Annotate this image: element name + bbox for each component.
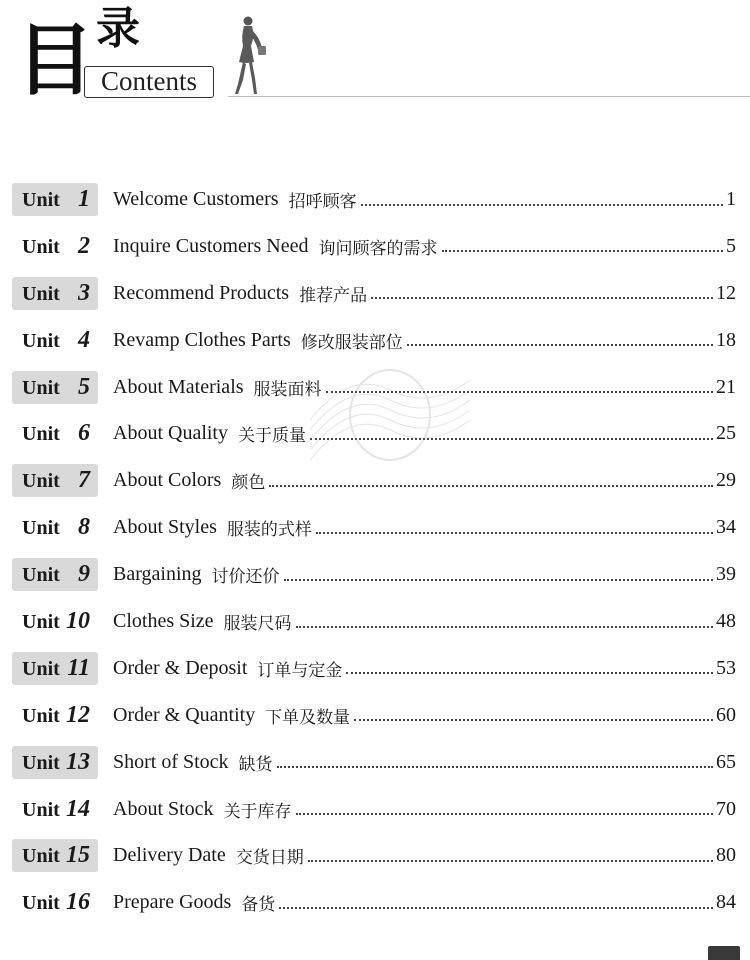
contents-subtitle-box — [84, 66, 214, 98]
unit-label: Unit — [22, 282, 60, 305]
entry-title-chinese: 修改服装部位 — [300, 332, 403, 353]
entry-title-chinese: 服装面料 — [253, 379, 322, 400]
title-character-lu: 录 — [96, 3, 140, 54]
toc-entry — [113, 699, 736, 732]
toc-entry — [113, 230, 736, 263]
dot-leader — [296, 626, 713, 628]
entry-title-english: Bargaining — [113, 563, 202, 586]
unit-tab — [12, 464, 98, 497]
dot-leader — [346, 672, 713, 674]
toc-row[interactable] — [0, 645, 750, 692]
unit-tab — [12, 511, 98, 544]
entry-title-chinese: 备货 — [241, 895, 276, 916]
entry-title-chinese: 关于质量 — [238, 426, 306, 447]
unit-number: 11 — [67, 654, 90, 681]
unit-label: Unit — [22, 517, 60, 540]
entry-title-chinese: 颜色 — [231, 473, 266, 494]
unit-number: 13 — [66, 748, 90, 775]
unit-tab — [12, 839, 98, 872]
contents-subtitle: Contents — [100, 66, 197, 96]
toc-entry — [113, 652, 736, 685]
page-number: 25 — [716, 422, 736, 445]
entry-title-chinese: 交货日期 — [235, 848, 304, 869]
dot-leader — [407, 344, 713, 346]
unit-tab — [12, 183, 98, 216]
page-number: 48 — [716, 610, 736, 633]
toc-row[interactable] — [0, 176, 750, 223]
unit-number: 4 — [78, 326, 90, 353]
page-number: 18 — [716, 328, 736, 351]
unit-label: Unit — [22, 189, 60, 211]
unit-tab — [12, 371, 98, 404]
unit-tab — [12, 324, 98, 357]
page-number: 5 — [726, 234, 736, 257]
dot-leader — [310, 438, 713, 440]
toc-entry — [113, 511, 736, 544]
toc-row[interactable] — [0, 364, 750, 411]
entry-title-english: Revamp Clothes Parts — [113, 328, 291, 351]
unit-number: 14 — [66, 795, 90, 822]
toc-entry — [113, 417, 736, 450]
unit-tab — [12, 605, 98, 638]
page-number: 80 — [716, 844, 736, 867]
toc-row[interactable] — [0, 317, 750, 364]
toc-row[interactable] — [0, 410, 750, 457]
page-number: 21 — [716, 375, 736, 398]
unit-label: Unit — [22, 564, 60, 587]
page-number: 84 — [716, 891, 736, 914]
page-number: 65 — [716, 750, 736, 773]
toc-row[interactable] — [0, 832, 750, 879]
entry-title-english: Recommend Products — [113, 281, 290, 304]
entry-title-english: Prepare Goods — [113, 891, 232, 914]
entry-title-chinese: 下单及数量 — [265, 707, 351, 728]
toc-entry — [113, 464, 736, 497]
toc-row[interactable] — [0, 551, 750, 598]
entry-title-english: Order & Quantity — [113, 703, 256, 726]
title-character-mu: 目 — [16, 16, 95, 106]
header-rule — [228, 96, 750, 97]
unit-number: 10 — [66, 608, 90, 635]
toc-entry — [113, 886, 736, 919]
unit-number: 16 — [66, 889, 90, 916]
toc-row[interactable] — [0, 504, 750, 551]
unit-number: 3 — [78, 279, 90, 306]
unit-label: Unit — [22, 892, 60, 915]
entry-title-english: Delivery Date — [113, 844, 226, 867]
entry-title-chinese: 招呼顾客 — [288, 192, 357, 212]
entry-title-chinese: 询问顾客的需求 — [318, 238, 438, 259]
unit-number: 5 — [78, 373, 90, 400]
page-header — [0, 0, 750, 110]
toc-row[interactable] — [0, 270, 750, 317]
page-number: 39 — [716, 563, 736, 586]
entry-title-english: About Materials — [113, 375, 244, 398]
dot-leader — [277, 766, 713, 768]
page-number: 70 — [716, 797, 736, 820]
dot-leader — [269, 485, 713, 487]
page-number: 60 — [716, 703, 736, 726]
toc-row[interactable] — [0, 692, 750, 739]
unit-tab — [12, 793, 98, 826]
unit-number: 2 — [78, 232, 90, 259]
unit-tab — [12, 230, 98, 263]
unit-label: Unit — [22, 235, 60, 258]
unit-label: Unit — [22, 845, 60, 868]
toc-entry — [113, 277, 736, 310]
entry-title-english: About Styles — [113, 516, 217, 539]
toc-entry — [113, 746, 736, 779]
toc-entry — [113, 558, 736, 591]
entry-title-chinese: 订单与定金 — [257, 660, 343, 681]
unit-number: 6 — [78, 420, 90, 447]
entry-title-english: About Quality — [113, 422, 228, 445]
unit-number: 7 — [78, 467, 90, 494]
toc-entry — [113, 605, 736, 638]
fashion-model-silhouette-icon — [222, 14, 272, 96]
toc-row[interactable] — [0, 223, 750, 270]
entry-title-english: Welcome Customers — [113, 188, 279, 210]
unit-tab — [12, 277, 98, 310]
dot-leader — [296, 813, 713, 815]
page-number: 29 — [716, 469, 736, 492]
page-number: 53 — [716, 656, 736, 679]
unit-number: 9 — [78, 561, 90, 588]
toc-row[interactable] — [0, 786, 750, 833]
unit-number: 12 — [66, 701, 90, 728]
unit-tab — [12, 746, 98, 779]
dot-leader — [371, 297, 713, 299]
entry-title-chinese: 关于库存 — [223, 801, 292, 822]
dot-leader — [279, 907, 713, 909]
toc-row[interactable] — [0, 457, 750, 504]
entry-title-chinese: 缺货 — [238, 754, 273, 775]
unit-tab — [12, 652, 98, 685]
entry-title-chinese: 服装的式样 — [226, 520, 312, 541]
unit-label: Unit — [22, 470, 60, 493]
toc-row[interactable] — [0, 739, 750, 786]
toc-row[interactable] — [0, 879, 750, 926]
entry-title-chinese: 讨价还价 — [211, 567, 280, 588]
entry-title-english: Short of Stock — [113, 750, 229, 773]
unit-number: 1 — [78, 186, 90, 212]
table-of-contents — [0, 176, 750, 926]
entry-title-english: Order & Deposit — [113, 656, 248, 679]
dot-leader — [361, 204, 723, 206]
page-number: 1 — [726, 188, 736, 210]
unit-label: Unit — [22, 611, 60, 634]
entry-title-chinese: 推荐产品 — [299, 285, 368, 306]
page-number: 12 — [716, 281, 736, 304]
dot-leader — [316, 532, 713, 534]
unit-tab — [12, 699, 98, 732]
entry-title-english: About Stock — [113, 797, 214, 820]
entry-title-english: Inquire Customers Need — [113, 234, 309, 257]
dot-leader — [354, 719, 713, 721]
unit-label: Unit — [22, 329, 60, 352]
entry-title-chinese: 服装尺码 — [223, 614, 292, 635]
unit-label: Unit — [22, 376, 60, 399]
unit-tab — [12, 558, 98, 591]
unit-label: Unit — [22, 423, 60, 446]
toc-entry — [113, 324, 736, 357]
dot-leader — [326, 391, 713, 393]
toc-entry — [113, 371, 736, 404]
unit-label: Unit — [22, 751, 60, 774]
page-number: 34 — [716, 516, 736, 539]
toc-entry — [113, 839, 736, 872]
entry-title-english: About Colors — [113, 469, 222, 492]
entry-title-english: Clothes Size — [113, 610, 214, 633]
toc-entry — [113, 183, 736, 216]
unit-tab — [12, 886, 98, 919]
unit-label: Unit — [22, 657, 60, 680]
unit-label: Unit — [22, 704, 60, 727]
page-number-badge — [708, 946, 740, 960]
unit-tab — [12, 417, 98, 450]
dot-leader — [284, 579, 713, 581]
unit-number: 15 — [66, 842, 90, 869]
unit-number: 8 — [78, 514, 90, 541]
toc-row[interactable] — [0, 598, 750, 645]
toc-entry — [113, 793, 736, 826]
dot-leader — [442, 250, 723, 252]
unit-label: Unit — [22, 798, 60, 821]
dot-leader — [308, 860, 713, 862]
